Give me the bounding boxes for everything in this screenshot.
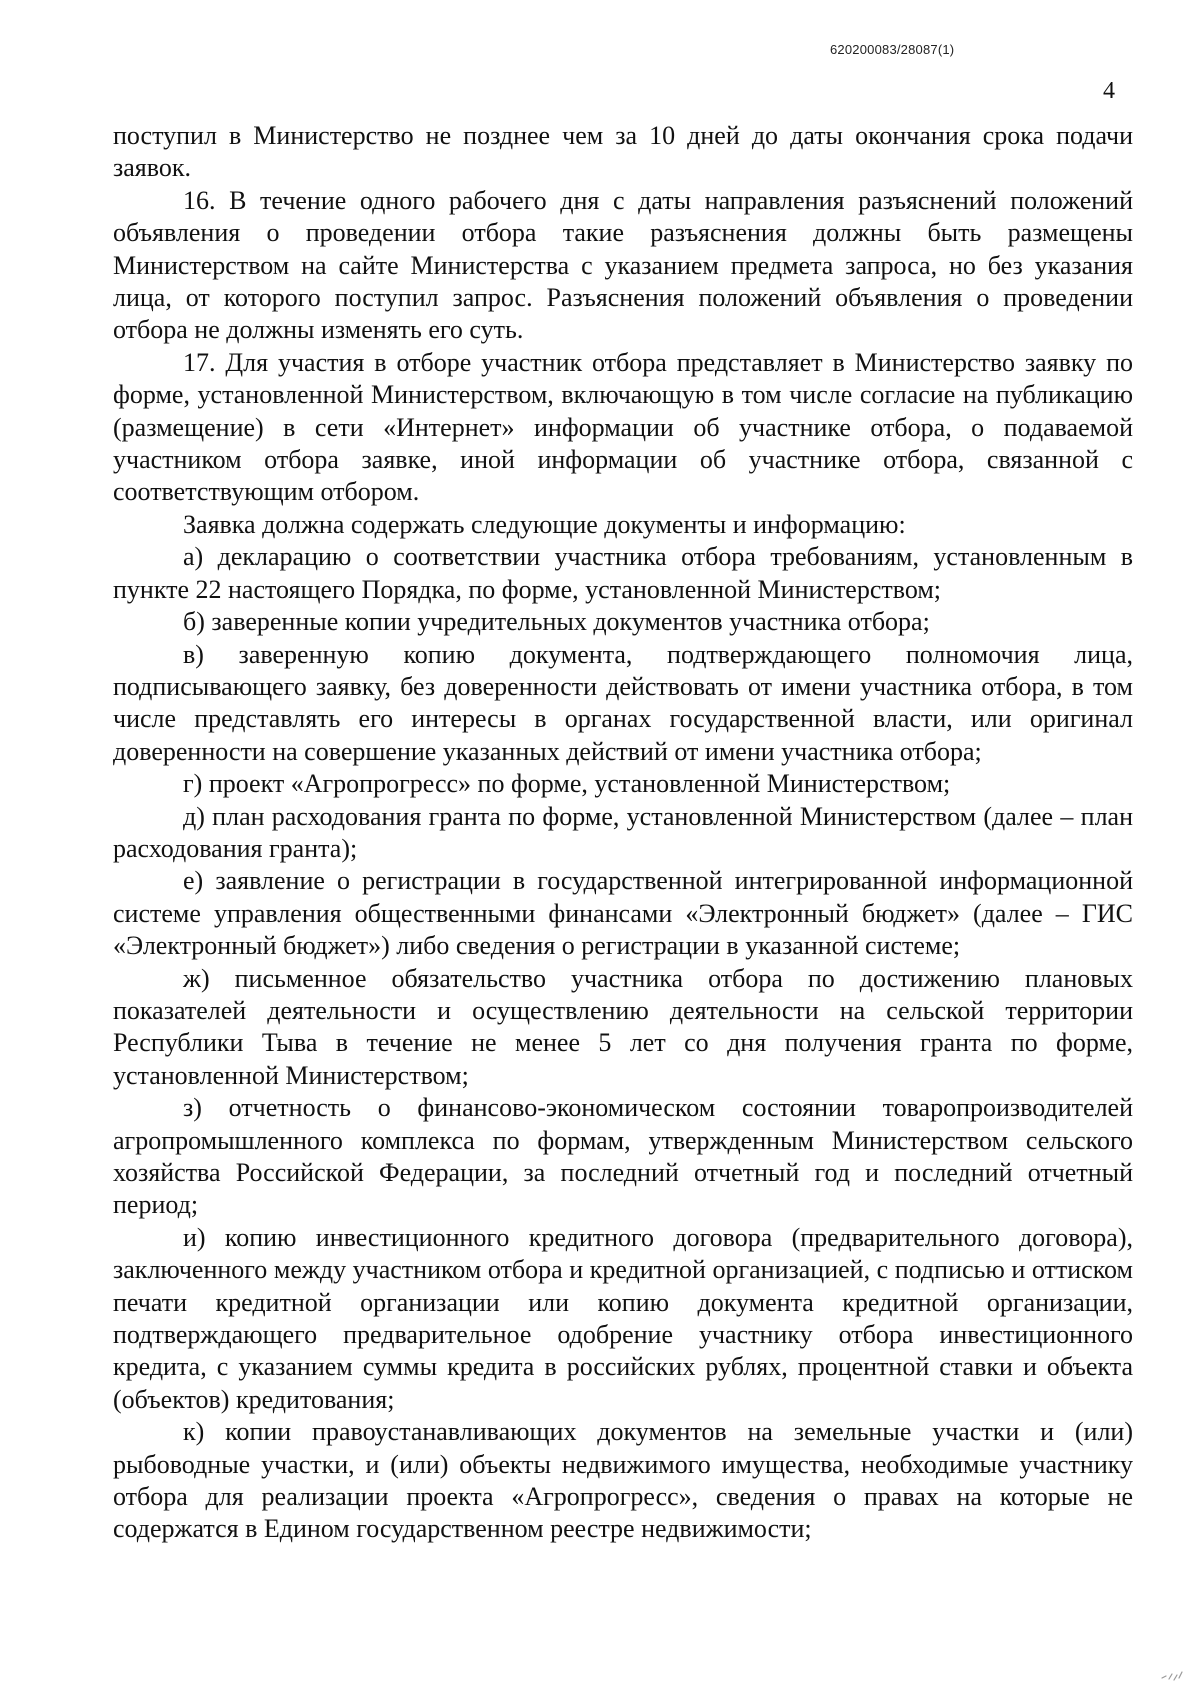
scan-artifact-mark <box>1160 1668 1184 1682</box>
paragraph-continuation: поступил в Министерство не позднее чем за 10 дней до даты окончания срока подачи заявок. <box>113 121 1133 183</box>
list-item-zh: ж) письменное обязательство участника отбора по достижению плановых показателей деятельности и осуществлению деятельности на сельской территории Республики Тыва в течение не менее 5 лет со дня получения гранта по форме, установленной Министерством; <box>113 963 1133 1090</box>
list-item-k: к) копии правоустанавливающих документов на земельные участки и (или) рыбоводные участки, и (или) объекты недвижимого имущества, необходимые участнику отбора для реализации проекта «Агропрогресс», сведения о правах на которые не содержатся в Едином государственном реестре недвижимости; <box>113 1417 1133 1544</box>
paragraph-item-17: 17. Для участия в отборе участник отбора представляет в Министерство заявку по форме, установленной Министерством, включающую в том числе согласие на публикацию (размещение) в сети «Интернет» информации об участнике отбора, о подаваемой участником отбора заявке, иной информации об участнике отбора, связанной с соответствующим отбором. <box>113 347 1133 507</box>
document-body <box>113 120 1133 1546</box>
page-number: 4 <box>1103 78 1115 104</box>
list-item-e: е) заявление о регистрации в государственной интегрированной информационной системе управления общественными финансами «Электронный бюджет» (далее – ГИС «Электронный бюджет») либо сведения о регистрации в указанной системе; <box>113 866 1133 961</box>
list-item-v: в) заверенную копию документа, подтверждающего полномочия лица, подписывающего заявку, без доверенности действовать от имени участника отбора, в том числе представлять его интересы в органах государственной власти, или оригинал доверенности на совершение указанных действий от имени участника отбора; <box>113 639 1133 766</box>
list-item-a: а) декларацию о соответствии участника отбора требованиям, установленным в пункте 22 настоящего Порядка, по форме, установленной Министерством; <box>113 542 1133 604</box>
paragraph-application-intro: Заявка должна содержать следующие документы и информацию: <box>183 509 906 539</box>
list-item-i: и) копию инвестиционного кредитного договора (предварительного договора), заключенного между участником отбора и кредитной организацией, с подписью и оттиском печати кредитной организации или копию документа кредитной организации, подтверждающего предварительное одобрение участнику отбора инвестиционного кредита, с указанием суммы кредита в российских рублях, процентной ставки и объекта (объектов) кредитования; <box>113 1222 1133 1414</box>
list-item-z: з) отчетность о финансово-экономическом состоянии товаропроизводителей агропромышленного комплекса по формам, утвержденным Министерством сельского хозяйства Российской Федерации, за последний отчетный год и последний отчетный период; <box>113 1093 1133 1220</box>
list-item-g: г) проект «Агропрогресс» по форме, установленной Министерством; <box>183 769 951 799</box>
list-item-d: д) план расходования гранта по форме, установленной Министерством (далее – план расходования гранта); <box>113 801 1133 863</box>
document-id: 620200083/28087(1) <box>830 42 955 57</box>
list-item-b: б) заверенные копии учредительных документов участника отбора; <box>183 607 930 637</box>
paragraph-item-16: 16. В течение одного рабочего дня с даты направления разъяснений положений объявления о проведении отбора такие разъяснения должны быть размещены Министерством на сайте Министерства с указанием предмета запроса, но без указания лица, от которого поступил запрос. Разъяснения положений объявления о проведении отбора не должны изменять его суть. <box>113 185 1133 345</box>
